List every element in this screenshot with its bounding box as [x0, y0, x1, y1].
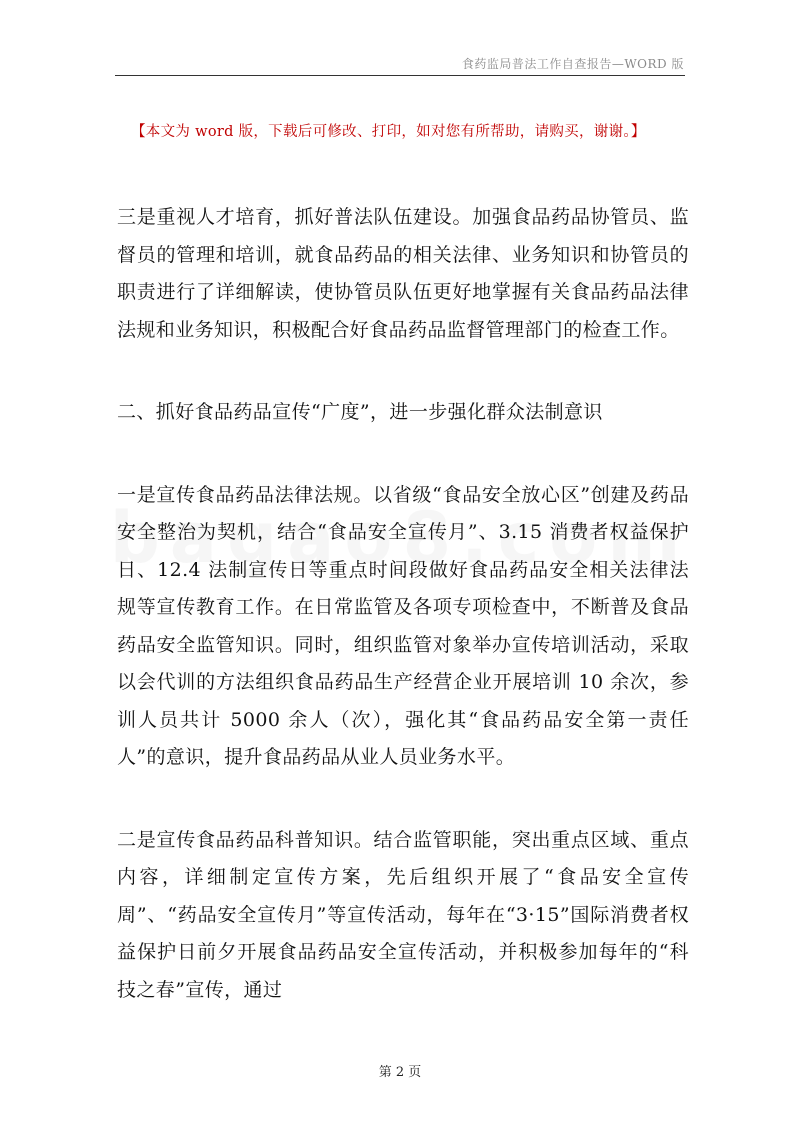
purchase-notice: 【本文为 word 版，下载后可修改、打印，如对您有所帮助，请购买，谢谢。】 [131, 124, 646, 140]
section-heading: 二、抓好食品药品宣传“广度”，进一步强化群众法制意识 [117, 401, 603, 423]
document-body [117, 199, 689, 1009]
header-title: 食药监局普法工作自查报告—WORD 版 [461, 57, 684, 71]
paragraph-legal-publicity: 一是宣传食品药品法律法规。以省级“食品安全放心区”创建及药品安全整治为契机，结合“食品安全宣传月”、3.15 消费者权益保护日、12.4 法制宣传日等重点时间段做好食品药品安全相关法律法规等宣传教育工作。在日常监管及各项专项检查中，不断普及食品药品安全监管知识。同时，组织监管对象举办宣传培训活动，采取以会代训的方法组织食品药品生产经营企业开展培训 10 余次，参训人员共计 5000 余人（次），强化其“食品药品安全第一责任人”的意识，提升食品药品从业人员业务水平。 [117, 483, 689, 768]
paragraph-talent-training: 三是重视人才培育，抓好普法队伍建设。加强食品药品协管员、监督员的管理和培训，就食品药品的相关法律、业务知识和协管员的职责进行了详细解读，使协管员队伍更好地掌握有关食品药品法律法规和业务知识，积极配合好食品药品监督管理部门的检查工作。 [117, 206, 689, 341]
page-number: 第 2 页 [378, 1065, 422, 1080]
header-divider [115, 75, 685, 76]
paragraph-science-publicity: 二是宣传食品药品科普知识。结合监管职能，突出重点区域、重点内容，详细制定宣传方案，先后组织开展了“食品安全宣传周”、“药品安全宣传月”等宣传活动，每年在“3·15”国际消费者权益保护日前夕开展食品药品安全宣传活动，并积极参加每年的“科技之春”宣传，通过 [117, 828, 689, 1001]
